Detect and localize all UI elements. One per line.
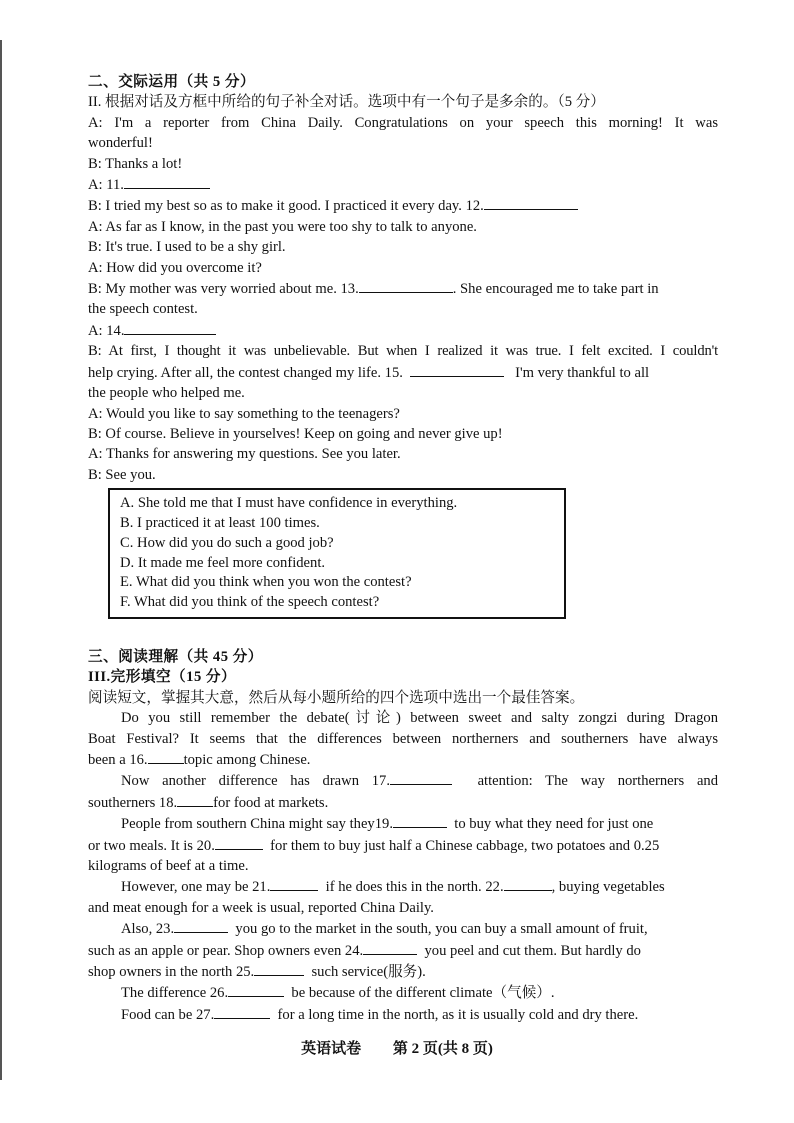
passage-text: Now another difference has drawn 17.: [121, 773, 391, 790]
passage-line: Do you still remember the debate(讨论) between sweet and salty zongzi during Dragon: [121, 710, 718, 727]
answer-blank-11[interactable]: [124, 174, 210, 189]
passage-line: [88, 918, 718, 939]
option-d: D. It made me feel more confident.: [120, 554, 326, 571]
passage-text: Also, 23.: [121, 921, 175, 938]
cloze-blank-17[interactable]: [390, 770, 452, 785]
passage-text: been a 16.: [88, 751, 148, 768]
passage-text: you go to the market in the south, you can buy a small amount of fruit,: [235, 921, 648, 938]
passage-line: and meat enough for a week is usual, reported China Daily.: [88, 899, 434, 916]
option-f: F. What did you think of the speech contest?: [120, 594, 380, 611]
cloze-blank-23[interactable]: [174, 918, 228, 933]
answer-blank-12[interactable]: [484, 195, 578, 210]
passage-text: for them to buy just half a Chinese cabbage, two potatoes and 0.25: [270, 837, 660, 854]
footer-page-number: 第 2 页(共 8 页): [392, 1041, 493, 1057]
dialogue-text: A: 14.: [88, 322, 125, 339]
page-footer: [0, 1037, 794, 1058]
dialogue-line: B: Thanks a lot!: [88, 155, 183, 172]
passage-line: [88, 876, 718, 897]
dialogue-line: [88, 278, 718, 299]
passage-text: shop owners in the north 25.: [88, 964, 255, 980]
dialogue: [88, 113, 718, 485]
dialogue-line: [88, 195, 718, 216]
passage-text: Food can be 27.: [121, 1006, 215, 1023]
option-b: B. I practiced it at least 100 times.: [120, 514, 320, 531]
options-box: [108, 488, 566, 619]
passage-text: for a long time in the north, as it is usually cold and dry there.: [277, 1006, 639, 1023]
dialogue-line: A: How did you overcome it?: [88, 259, 262, 276]
passage-line: [88, 961, 718, 982]
cloze-blank-26[interactable]: [228, 982, 284, 997]
passage-line: [88, 770, 718, 791]
dialogue-line: A: I'm a reporter from China Daily. Congratulations on your speech this morning! It was: [88, 114, 718, 131]
cloze-blank-16[interactable]: [148, 749, 184, 764]
passage-text: if he does this in the north. 22.: [325, 879, 504, 896]
cloze-blank-27[interactable]: [214, 1004, 270, 1019]
section-spacer: [88, 627, 718, 647]
passage-text: , buying vegetables: [551, 879, 665, 896]
dialogue-line: B: See you.: [88, 466, 156, 483]
option-c: C. How did you do such a good job?: [120, 534, 334, 551]
cloze-blank-22[interactable]: [504, 876, 552, 891]
section-2-heading: 二、交际运用（共 5 分）: [88, 74, 256, 90]
dialogue-line: [88, 320, 718, 341]
cloze-blank-25[interactable]: [254, 961, 304, 976]
dialogue-text: . She encouraged me to take part in: [452, 281, 659, 298]
section-2-instruction: II. 根据对话及方框中所给的句子补全对话。选项中有一个句子是多余的。（5 分）: [88, 94, 605, 111]
passage-line: [88, 940, 718, 961]
cloze-blank-19[interactable]: [393, 813, 447, 828]
dialogue-text: A: 11.: [88, 177, 124, 194]
footer-subject: 英语试卷: [301, 1041, 362, 1057]
passage-text: southerners 18.: [88, 794, 178, 811]
cloze-blank-20[interactable]: [215, 835, 263, 850]
dialogue-text: B: I tried my best so as to make it good. I practiced it every day. 12.: [88, 198, 484, 215]
passage-text: However, one may be 21.: [121, 879, 271, 896]
passage-line: [88, 749, 718, 770]
passage-line: [88, 982, 718, 1003]
dialogue-line: [88, 362, 718, 383]
dialogue-line: A: As far as I know, in the past you were too shy to talk to anyone.: [88, 218, 477, 235]
passage-text: you peel and cut them. But hardly do: [424, 942, 641, 959]
cloze-passage: [88, 708, 718, 1025]
passage-text: or two meals. It is 20.: [88, 837, 215, 854]
cloze-blank-24[interactable]: [363, 940, 417, 955]
passage-line: [88, 1004, 718, 1025]
option-a: A. She told me that I must have confidence in everything.: [120, 495, 458, 512]
dialogue-line: A: Would you like to say something to the teenagers?: [88, 405, 400, 422]
dialogue-line: B: It's true. I used to be a shy girl.: [88, 239, 286, 256]
section-3-subheading: III.完形填空（15 分）: [88, 669, 237, 686]
passage-text: topic among Chinese.: [183, 751, 311, 768]
passage-line: [88, 792, 718, 813]
passage-text: attention: The way northerners and: [477, 773, 719, 790]
passage-text: such service(服务).: [311, 964, 426, 980]
dialogue-line: A: Thanks for answering my questions. See you later.: [88, 446, 401, 463]
passage-line: [88, 813, 718, 834]
section-3-instruction: 阅读短文，掌握其大意，然后从每小题所给的四个选项中选出一个最佳答案。: [88, 689, 585, 706]
passage-text: to buy what they need for just one: [454, 816, 654, 833]
passage-line: [88, 835, 718, 856]
dialogue-line: B: Of course. Believe in yourselves! Keep on going and never give up!: [88, 425, 503, 442]
dialogue-line: B: At first, I thought it was unbelievable. But when I realized it was true. I felt excited. I couldn't: [88, 343, 718, 360]
passage-text: People from southern China might say they19.: [121, 816, 393, 833]
dialogue-line: the speech contest.: [88, 301, 198, 318]
answer-blank-13[interactable]: [359, 278, 453, 293]
dialogue-line: wonderful!: [88, 135, 153, 152]
dialogue-line: [88, 174, 718, 195]
exam-page: [88, 72, 718, 1025]
cloze-blank-18[interactable]: [177, 792, 213, 807]
passage-text: for food at markets.: [213, 794, 329, 811]
dialogue-text: B: My mother was very worried about me. 13.: [88, 281, 359, 298]
answer-blank-14[interactable]: [124, 320, 216, 335]
passage-line: Boat Festival? It seems that the differences between northerners and southerners have always: [88, 730, 718, 747]
option-e: E. What did you think when you won the contest?: [120, 574, 412, 591]
section-3-heading: 三、阅读理解（共 45 分）: [88, 648, 263, 665]
dialogue-line: the people who helped me.: [88, 385, 245, 402]
page-left-edge: [0, 40, 2, 1080]
passage-text: such as an apple or pear. Shop owners even 24.: [88, 942, 364, 959]
passage-text: The difference 26.: [121, 985, 229, 1002]
dialogue-text: help crying. After all, the contest changed my life. 15.: [88, 364, 403, 381]
passage-line: kilograms of beef at a time.: [88, 857, 249, 874]
passage-text: be because of the different climate（气候）.: [291, 985, 555, 1002]
cloze-blank-21[interactable]: [270, 876, 318, 891]
dialogue-text: I'm very thankful to all: [515, 364, 650, 381]
answer-blank-15[interactable]: [410, 362, 504, 377]
